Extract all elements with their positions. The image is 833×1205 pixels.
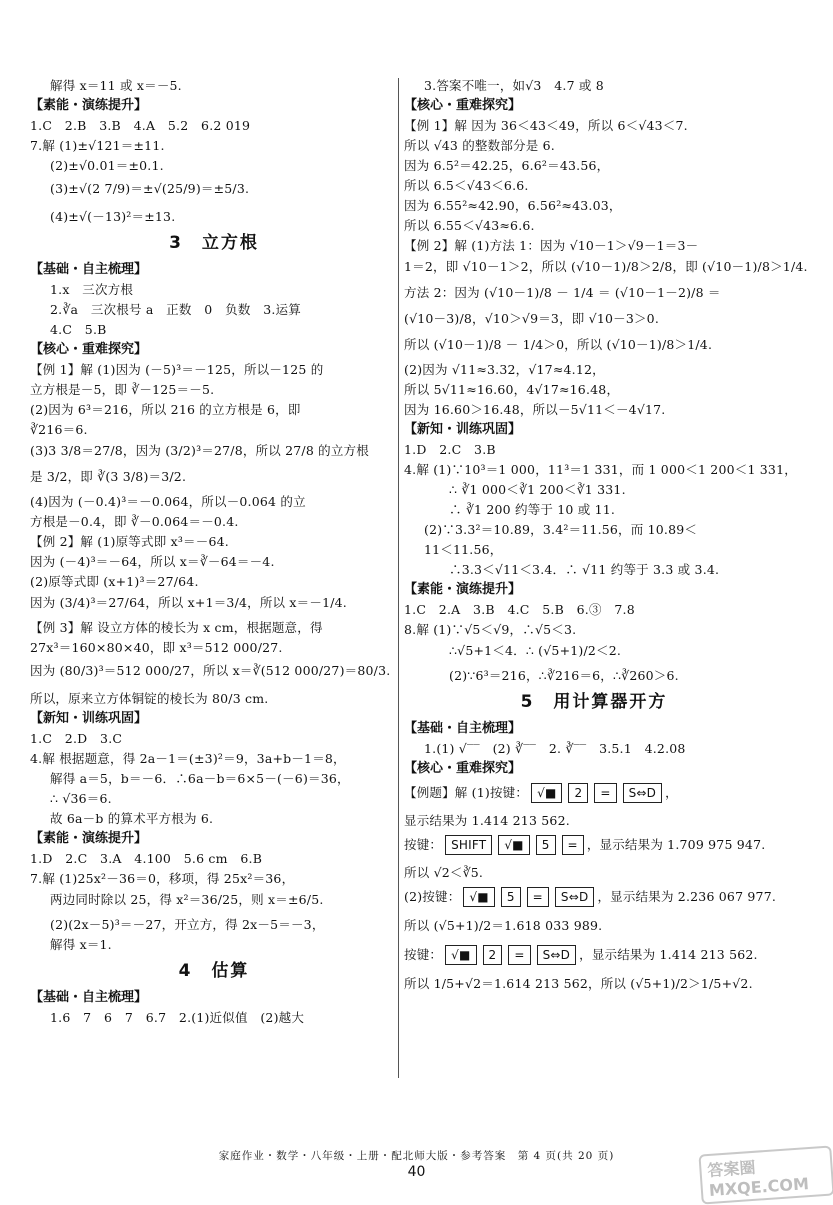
calculator-key: = xyxy=(527,887,549,907)
answer-line: 27x³＝160×80×40，即 x³＝512 000/27. xyxy=(30,640,283,655)
answer-line: 故 6a－b 的算术平方根为 6. xyxy=(50,811,214,826)
keystroke-text: ，显示结果为 2.236 067 977. xyxy=(597,889,777,904)
section-heading: 【核心・重难探究】 xyxy=(404,98,522,113)
answer-line: 1.C 2.D 3.C xyxy=(30,731,123,746)
answer-line: 【例 2】解 (1)方法 1：因为 √10－1＞√9－1＝3－ xyxy=(404,238,699,253)
answer-line: ∴√5+1＜4．∴ (√5+1)/2＜2. xyxy=(449,643,622,658)
calculator-key: = xyxy=(562,835,584,855)
answer-line: ∴ ∛1 200 约等于 10 或 11. xyxy=(449,502,616,517)
answer-line: 所以 6.5＜√43＜6.6. xyxy=(404,178,529,193)
calculator-key: √■ xyxy=(463,887,494,907)
answer-line: 【例 1】解 因为 36＜43＜49，所以 6＜√43＜7. xyxy=(404,118,688,133)
keystroke-text: ，显示结果为 1.709 975 947. xyxy=(586,837,766,852)
section-heading: 【素能・演练提升】 xyxy=(404,582,522,597)
answer-line: 所以 1/5+√2＝1.614 213 562，所以 (√5+1)/2＞1/5+√2. xyxy=(404,976,753,991)
keystroke-text: 按键： xyxy=(404,837,443,852)
calculator-key: = xyxy=(508,945,530,965)
answer-line: 两边同时除以 25，得 x²＝36/25，则 x＝±6/5. xyxy=(50,892,324,907)
calculator-key: 5 xyxy=(536,835,556,855)
section-heading: 【新知・训练巩固】 xyxy=(30,711,148,726)
calculator-keystroke-line xyxy=(404,833,784,857)
calculator-key: S⇔D xyxy=(537,945,577,965)
answer-line: 方法 2：因为 (√10－1)/8 － 1/4 ＝ (√10－1－2)/8 ＝ xyxy=(404,285,721,300)
answer-line: 因为 (80/3)³＝512 000/27，所以 x＝∛(512 000/27)＝80/3. xyxy=(30,663,391,678)
chapter-title: 3 立方根 xyxy=(169,233,259,253)
calculator-key: √■ xyxy=(531,783,562,803)
left-column xyxy=(30,78,398,1030)
calculator-key: SHIFT xyxy=(445,835,492,855)
answer-line: 1.D 2.C 3.B xyxy=(404,442,496,457)
answer-line: 1.(1) √‾‾ (2) ∛‾‾ 2. ∛‾‾ 3.5.1 4.2.08 xyxy=(424,741,686,756)
section-heading: 【基础・自主梳理】 xyxy=(30,990,148,1005)
answer-line: 4.C 5.B xyxy=(50,322,107,337)
section-heading: 【新知・训练巩固】 xyxy=(404,422,522,437)
answer-line: 4.解 (1)∵10³＝1 000，11³＝1 331，而 1 000＜1 200＜1 331， xyxy=(404,462,797,477)
answer-line: 因为 6.55²≈42.90，6.56²≈43.03， xyxy=(404,198,622,213)
answer-line: 2.∛a 三次根号 a 正数 0 负数 3.运算 xyxy=(50,302,301,317)
answer-line: 是 3/2，即 ∛(3 3/8)＝3/2. xyxy=(30,469,187,484)
calculator-keystroke-line xyxy=(404,885,784,909)
answer-line: 1＝2，即 √10－1＞2，所以 (√10－1)/8＞2/8，即 (√10－1)/8＞1/4. xyxy=(404,259,808,274)
answer-line: 1.C 2.A 3.B 4.C 5.B 6.③ 7.8 xyxy=(404,602,635,617)
answer-line: 7.解 (1)±√121＝±11. xyxy=(30,138,165,153)
answer-line: 立方根是－5，即 ∛－125＝－5. xyxy=(30,382,215,397)
answer-line: ∴ √36＝6. xyxy=(50,791,112,806)
calculator-keystroke-line xyxy=(404,781,784,805)
answer-line: (2)∵6³＝216，∴∛216＝6，∴∛260＞6. xyxy=(449,668,679,683)
calculator-key: √■ xyxy=(445,945,476,965)
answer-line: (2)±√0.01＝±0.1. xyxy=(50,158,164,173)
keystroke-text: ，显示结果为 1.414 213 562. xyxy=(579,947,758,962)
chapter-title: 4 估算 xyxy=(178,961,250,981)
keystroke-text: ， xyxy=(665,785,678,800)
answer-line: 解得 x＝11 或 x＝－5. xyxy=(50,78,182,93)
calculator-key: 2 xyxy=(568,783,588,803)
answer-line: (2)(2x－5)³＝－27，开立方，得 2x－5＝－3， xyxy=(50,917,325,932)
answer-line: 所以，原来立方体铜锭的棱长为 80/3 cm. xyxy=(30,691,269,706)
keystroke-text: (2)按键： xyxy=(404,889,461,904)
calculator-key: √■ xyxy=(498,835,529,855)
section-heading: 【核心・重难探究】 xyxy=(404,761,522,776)
answer-line: (4)因为 (－0.4)³＝－0.064，所以－0.064 的立 xyxy=(30,494,306,509)
answer-line: 所以 √43 的整数部分是 6. xyxy=(404,138,555,153)
section-heading: 【基础・自主梳理】 xyxy=(404,721,522,736)
answer-line: 7.解 (1)25x²－36＝0，移项，得 25x²＝36， xyxy=(30,871,295,886)
answer-line: ∴3.3＜√11＜3.4．∴ √11 约等于 3.3 或 3.4. xyxy=(449,562,720,577)
page-number: 40 xyxy=(407,1164,426,1180)
answer-line: 方根是－0.4，即 ∛－0.064＝－0.4. xyxy=(30,514,239,529)
answer-line: 3.答案不唯一，如√3 4.7 或 8 xyxy=(424,78,604,93)
footer-text: 家庭作业・数学・八年级・上册・配北师大版・参考答案 第 4 页(共 20 页) xyxy=(218,1150,615,1162)
chapter-title: 5 用计算器开方 xyxy=(520,692,668,712)
answer-line: 4.解 根据题意，得 2a－1＝(±3)²＝9，3a+b－1＝8， xyxy=(30,751,346,766)
answer-line: 所以 √2＜∛5. xyxy=(404,865,484,880)
keystroke-text: 按键： xyxy=(404,947,443,962)
answer-line: 解得 x＝1. xyxy=(50,937,112,952)
calculator-key: 5 xyxy=(501,887,521,907)
answer-line: (2)因为 √11≈3.32，√17≈4.12， xyxy=(404,362,605,377)
answer-line: 因为 (3/4)³＝27/64，所以 x+1＝3/4，所以 x＝－1/4. xyxy=(30,595,347,610)
answer-line: (2)因为 6³＝216，所以 216 的立方根是 6，即 xyxy=(30,402,301,417)
calculator-key: S⇔D xyxy=(623,783,663,803)
answer-line: (3)±√(2 7/9)＝±√(25/9)＝±5/3. xyxy=(50,181,250,196)
answer-line: (2)原等式即 (x+1)³＝27/64. xyxy=(30,574,199,589)
watermark-logo: 答案圈 MXQE.COM xyxy=(698,1145,833,1204)
section-heading: 【素能・演练提升】 xyxy=(30,98,148,113)
section-heading: 【核心・重难探究】 xyxy=(30,342,148,357)
answer-line: 【例 3】解 设立方体的棱长为 x cm，根据题意，得 xyxy=(30,620,323,635)
answer-line: ∛216＝6. xyxy=(30,422,88,437)
answer-line: 所以 (√10－1)/8 － 1/4＞0，所以 (√10－1)/8＞1/4. xyxy=(404,337,713,352)
answer-line: 因为 16.60＞16.48，所以－5√11＜－4√17. xyxy=(404,402,666,417)
answer-line: (4)±√(－13)²＝±13. xyxy=(50,209,176,224)
answer-line: 【例 1】解 (1)因为 (－5)³＝－125，所以－125 的 xyxy=(30,362,324,377)
calculator-key: = xyxy=(594,783,616,803)
answer-line: 因为 6.5²＝42.25，6.6²＝43.56， xyxy=(404,158,610,173)
section-heading: 【素能・演练提升】 xyxy=(30,831,148,846)
right-column xyxy=(404,78,808,1001)
answer-line: 所以 (√5+1)/2＝1.618 033 989. xyxy=(404,918,603,933)
answer-line: 1.x 三次方根 xyxy=(50,282,134,297)
answer-line: (√10－3)/8，√10＞√9＝3，即 √10－3＞0. xyxy=(404,311,660,326)
answer-line: 显示结果为 1.414 213 562. xyxy=(404,813,570,828)
answer-line: 解得 a＝5，b＝－6．∴6a－b＝6×5－(－6)＝36， xyxy=(50,771,350,786)
column-divider xyxy=(398,78,399,1078)
answer-line: 1.C 2.B 3.B 4.A 5.2 6.2 019 xyxy=(30,118,251,133)
answer-line: 所以 5√11≈16.60，4√17≈16.48， xyxy=(404,382,620,397)
answer-line: 1.D 2.C 3.A 4.100 5.6 cm 6.B xyxy=(30,851,263,866)
calculator-key: 2 xyxy=(483,945,503,965)
answer-line: 11＜11.56， xyxy=(424,542,503,557)
keystroke-text: 【例题】解 (1)按键： xyxy=(404,785,529,800)
answer-line: (3)3 3/8＝27/8，因为 (3/2)³＝27/8，所以 27/8 的立方根 xyxy=(30,443,369,458)
answer-line: 8.解 (1)∵√5＜√9，∴√5＜3. xyxy=(404,622,577,637)
section-heading: 【基础・自主梳理】 xyxy=(30,262,148,277)
answer-line: (2)∵3.3²＝10.89，3.4²＝11.56，而 10.89＜ xyxy=(424,522,698,537)
answer-line: 1.6 7 6 7 6.7 2.(1)近似值 (2)越大 xyxy=(50,1010,305,1025)
answer-line: 因为 (－4)³＝－64，所以 x＝∛－64＝－4. xyxy=(30,554,275,569)
calculator-key: S⇔D xyxy=(555,887,595,907)
answer-line: 所以 6.55＜√43≈6.6. xyxy=(404,218,535,233)
calculator-keystroke-line xyxy=(404,943,784,967)
answer-line: ∴ ∛1 000＜∛1 200＜∛1 331. xyxy=(449,482,626,497)
answer-line: 【例 2】解 (1)原等式即 x³＝－64. xyxy=(30,534,229,549)
